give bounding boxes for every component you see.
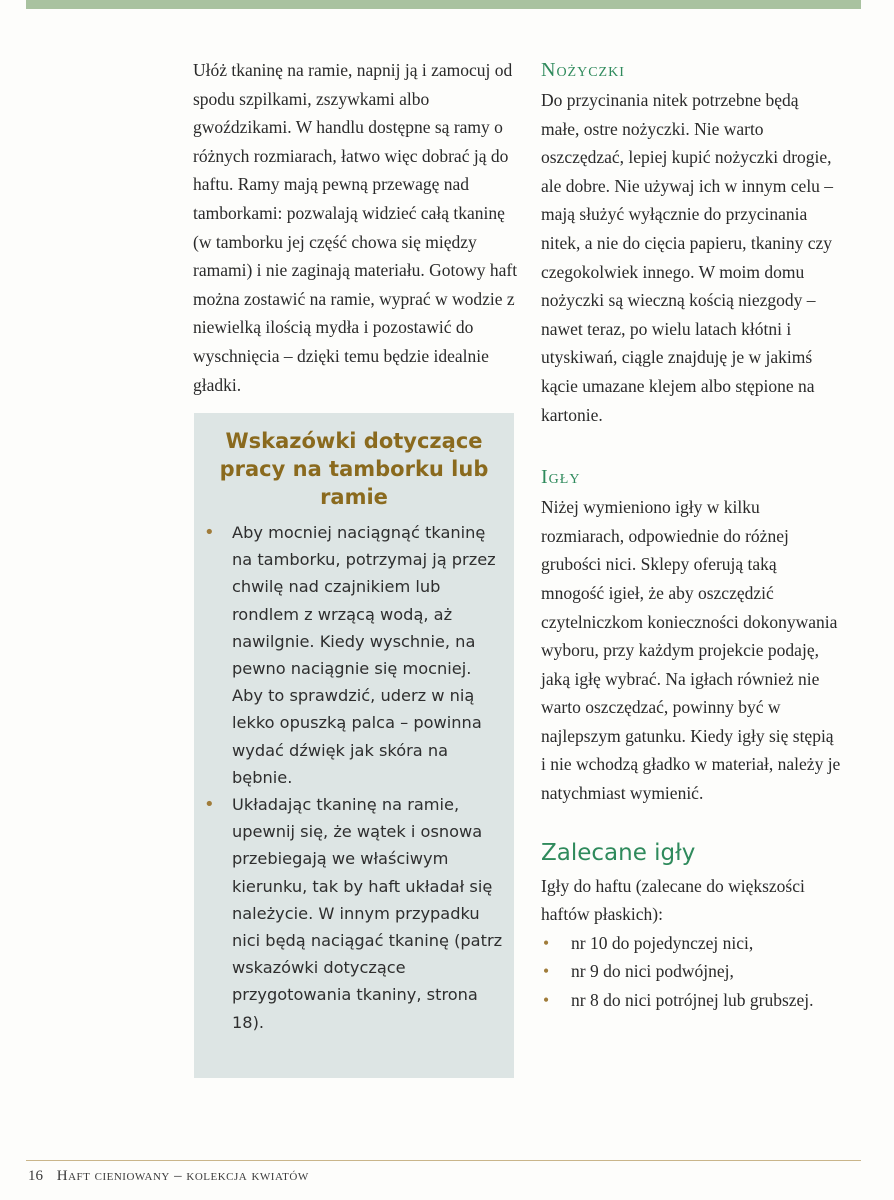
needle-item-text: nr 10 do pojedynczej nici,: [571, 932, 754, 953]
tip-text: Układając tkaninę na ramie, upewnij się, że wątek i osnowa przebiegają we właściwym kierunku, tak by haft układał się należycie. W innym przypadku nici będą naciągać tkaninę (patrz wskazówki dotyczące przygotowania tkaniny, strona 18).: [232, 795, 503, 1032]
tips-box: [194, 413, 514, 1078]
needle-list-item: [541, 957, 841, 986]
needle-list: [541, 929, 841, 1015]
needle-list-item: [541, 929, 841, 958]
bullet-icon: •: [204, 522, 215, 543]
needle-item-text: nr 8 do nici potrójnej lub grubszej.: [571, 990, 814, 1011]
recommended-intro: Igły do haftu (zalecane do większości haftów płaskich):: [541, 875, 805, 925]
bullet-icon: •: [543, 961, 550, 982]
scissors-heading: Nożyczki: [541, 59, 625, 81]
tips-box-title: Wskazówki dotyczące pracy na tamborku lub ramie: [219, 429, 489, 509]
tips-list-item: [194, 519, 514, 791]
needles-paragraph: Niżej wymieniono igły w kilku rozmiarach, odpowiednie do różnej grubości nici. Sklepy oferują taką mnogość igieł, że aby oszczędzić czytelniczkom konieczności dokonywania wyboru, przy każdym projekcie podaję, jaką igłę wybrać. Na igłach również nie warto oszczędzać, powinny być w najlepszym gatunku. Kiedy igły się stępią i nie wchodzą gładko w materiał, należy je natychmiast wymienić.: [541, 497, 841, 804]
recommended-needles-heading: Zalecane igły: [541, 839, 696, 866]
footer-divider: [26, 1160, 861, 1161]
bullet-icon: •: [543, 932, 550, 953]
bullet-icon: •: [204, 794, 215, 816]
tips-list-item: [194, 791, 514, 1036]
running-title: Haft cieniowany – kolekcja kwiatów: [56, 1168, 309, 1184]
right-column: [541, 56, 841, 1015]
bullet-icon: •: [543, 990, 550, 1011]
frame-paragraph: Ułóż tkaninę na ramie, napnij ją i zamocuj od spodu szpilkami, zszywkami albo gwoździkami. W handlu dostępne są ramy o różnych rozmiarach, łatwo więc dobrać ją do haftu. Ramy mają pewną przewagę nad tamborkami: pozwalają widzieć całą tkaninę (w tamborku jej część chowa się między ramami) i nie zaginają materiału. Gotowy haft można zostawić na ramie, wyprać w wodzie z niewielką ilością mydła i pozostawić do wyschnięcia – dzięki temu będzie idealnie gładki.: [193, 60, 518, 395]
page-footer: [28, 1168, 309, 1185]
scissors-paragraph: Do przycinania nitek potrzebne będą małe, ostre nożyczki. Nie warto oszczędzać, lepiej kupić nożyczki drogie, ale dobre. Nie używaj ich w innym celu – mają służyć wyłącznie do przycinania nitek, a nie do cięcia papieru, tkaniny czy czegokolwiek innego. W moim domu nożyczki są wieczną kością niezgody – nawet teraz, po wielu latach kłótni i utyskiwań, ciągle znajduję je w jakimś kącie umazane klejem albo stępione na kartonie.: [541, 90, 834, 425]
top-color-band: [26, 0, 861, 9]
needles-heading: Igły: [541, 466, 581, 489]
page-number: 16: [28, 1168, 43, 1184]
needle-item-text: nr 9 do nici podwójnej,: [571, 961, 734, 982]
left-column: [193, 56, 518, 399]
tips-list: [194, 519, 514, 1036]
tip-text: Aby mocniej naciągnąć tkaninę na tamborku, potrzymaj ją przez chwilę nad czajnikiem lub rondlem z wrzącą wodą, aż nawilgnie. Kiedy wyschnie, na pewno naciągnie się mocniej. Aby to sprawdzić, uderz w nią lekko opuszką palca – powinna wydać dźwięk jak skóra na bębnie.: [232, 523, 496, 787]
needle-list-item: [541, 986, 841, 1015]
